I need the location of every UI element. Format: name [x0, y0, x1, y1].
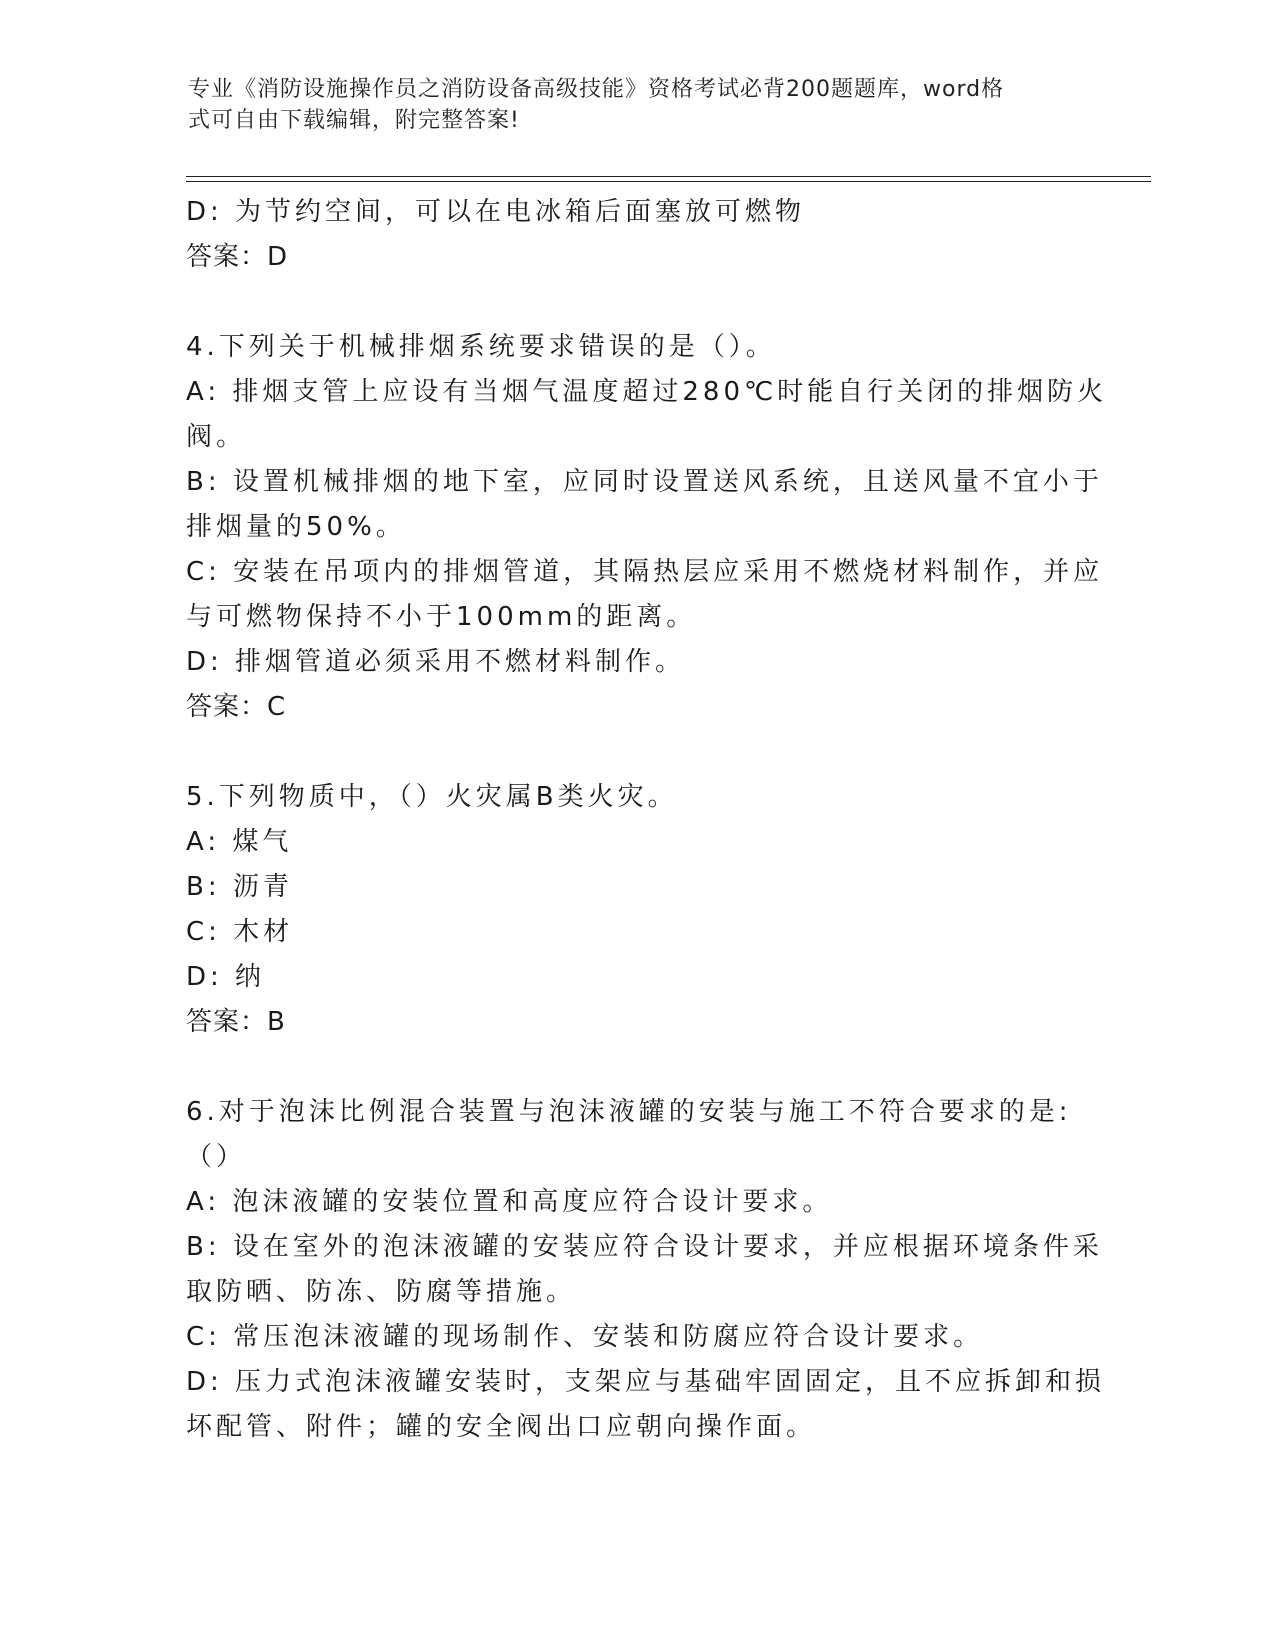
q6-option-a: A: 泡沫液罐的安装位置和高度应符合设计要求。: [186, 1187, 833, 1217]
spacer: [186, 280, 1086, 325]
q6-option-b-line-1: B: 设在室外的泡沫液罐的安装应符合设计要求，并应根据环境条件采: [186, 1232, 1103, 1262]
question-content: [186, 190, 1108, 1450]
header-divider-bottom: [186, 181, 1151, 182]
page-header: [188, 74, 1068, 136]
q4-stem: 4.下列关于机械排烟系统要求错误的是（）。: [186, 332, 776, 362]
q6-stem-line-1: 6.对于泡沫比例混合装置与泡沫液罐的安装与施工不符合要求的是:: [186, 1097, 1072, 1127]
q5-answer: 答案：B: [186, 1007, 286, 1037]
q6-stem-line-2: （）: [186, 1142, 247, 1172]
q4-option-c-line-1: C: 安装在吊项内的排烟管道，其隔热层应采用不燃烧材料制作，并应: [186, 557, 1104, 587]
q4-answer: 答案：C: [186, 692, 287, 722]
question-5: [186, 775, 1086, 1045]
spacer: [186, 730, 1086, 775]
q6-option-d-line-2: 坏配管、附件；罐的安全阀出口应朝向操作面。: [186, 1412, 817, 1442]
header-divider-top: [186, 176, 1151, 177]
q5-option-c: C: 木材: [186, 917, 294, 947]
q3-option-d: D: 为节约空间，可以在电冰箱后面塞放可燃物: [186, 197, 806, 227]
q5-stem: 5.下列物质中，（）火灾属B类火灾。: [186, 782, 678, 812]
q6-option-d-line-1: D: 压力式泡沫液罐安装时，支架应与基础牢固固定，且不应拆卸和损: [186, 1367, 1106, 1397]
header-line-2: 式可自由下载编辑，附完整答案!: [188, 108, 520, 133]
question-4: [186, 325, 1108, 730]
q5-option-b: B: 沥青: [186, 872, 293, 902]
q6-option-b-line-2: 取防晒、防冻、防腐等措施。: [186, 1277, 577, 1307]
q4-option-a-line-2: 阀。: [186, 422, 247, 452]
q4-option-c-line-2: 与可燃物保持不小于100mm的距离。: [186, 602, 697, 632]
question-3-tail: [186, 190, 1086, 280]
question-6: [186, 1090, 1106, 1450]
q4-option-b-line-1: B: 设置机械排烟的地下室，应同时设置送风系统，且送风量不宜小于: [186, 467, 1103, 497]
q5-option-d: D: 纳: [186, 962, 266, 992]
header-line-1: 专业《消防设施操作员之消防设备高级技能》资格考试必背200题题库，word格: [188, 77, 1005, 102]
spacer: [186, 1045, 1086, 1090]
q3-answer: 答案：D: [186, 242, 289, 272]
q4-option-d: D: 排烟管道必须采用不燃材料制作。: [186, 647, 686, 677]
q4-option-b-line-2: 排烟量的50%。: [186, 512, 406, 542]
q5-option-a: A: 煤气: [186, 827, 293, 857]
q6-option-c: C: 常压泡沫液罐的现场制作、安装和防腐应符合设计要求。: [186, 1322, 984, 1352]
q4-option-a-line-1: A: 排烟支管上应设有当烟气温度超过280℃时能自行关闭的排烟防火: [186, 377, 1108, 407]
